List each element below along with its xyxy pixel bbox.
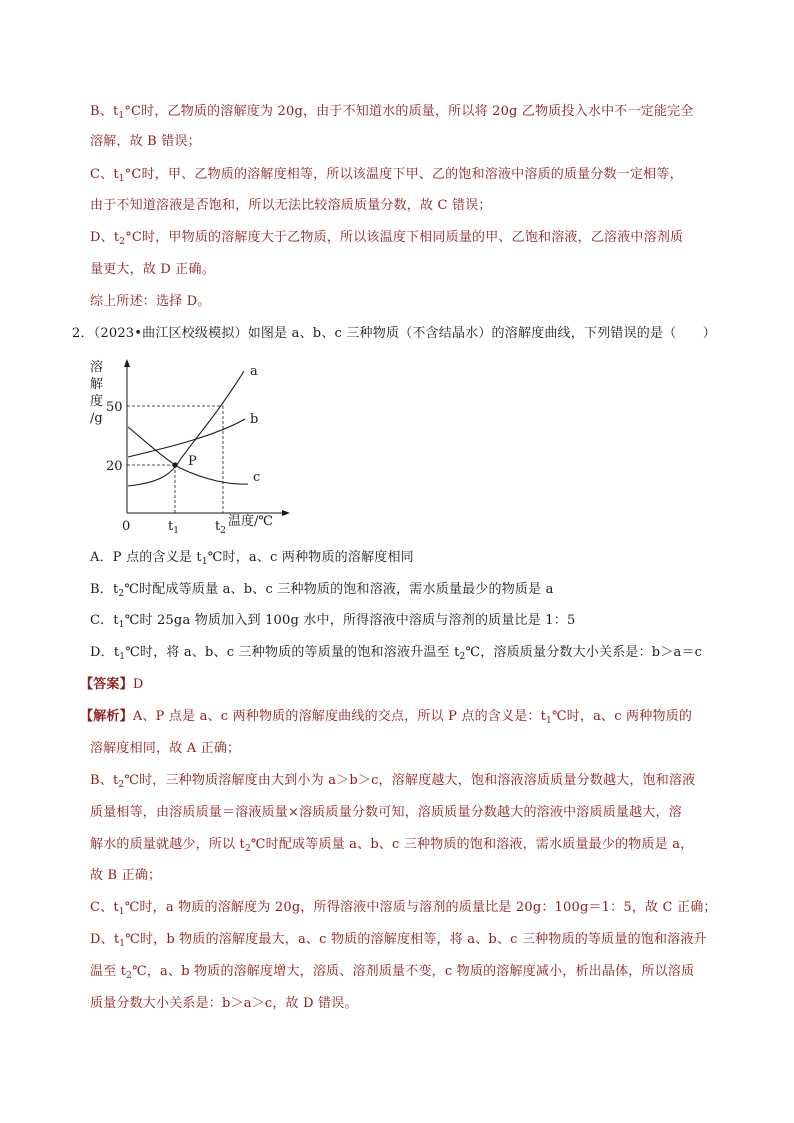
y-tick-20: 20 — [106, 459, 123, 474]
analysis-d-line1: D、$t_1℃$时，b 物质的溶解度最大，a、c 物质的溶解度相等，将 a、b、c 三种物质的等质量的饱和溶液升 — [90, 932, 707, 949]
y-axis-arrow — [124, 359, 130, 367]
answer-tag: 【答案】 — [80, 677, 133, 692]
prev-summary: 综上所述：选择 D。 — [90, 294, 211, 309]
analysis-b-line3: 解水的质量就越少，所以 $t_2℃$时配成等质量 a、b、c 三种物质的饱和溶液，需水质量最少的物质是 a， — [90, 837, 694, 854]
prev-explanation-c-line2: 由于不知道溶液是否饱和，所以无法比较溶质质量分数，故 C 错误； — [90, 198, 492, 213]
analysis-d-line3: 质量分数大小关系是：b＞a＞c，故 D 错误。 — [90, 996, 358, 1011]
analysis-c-line1: C、$t_1℃$时，a 物质的溶解度为 20g，所得溶液中溶质与溶剂的质量比是 20g：100g＝1：5，故 C 正确； — [90, 900, 717, 917]
analysis-b-line2: 质量相等，由溶质质量＝溶液质量×溶质质量分数可知，溶质质量分数越大的溶液中溶质质量越大，溶 — [90, 805, 682, 820]
answer-value: D — [132, 677, 144, 692]
y-tick-50: 50 — [106, 400, 123, 415]
question-2-stem: 2．（2023•曲江区校级模拟）如图是 a、b、c 三种物质（不含结晶水）的溶解度曲线，下列错误的是（ ） — [72, 326, 716, 341]
y-axis-label-4: /g — [90, 411, 103, 426]
x-tick-t1: $t_1$ — [168, 519, 179, 535]
analysis-a-line1: 【解析】A、P 点是 a、c 两种物质的溶解度曲线的交点，所以 P 点的含义是：$t_1℃$时，a、c 两种物质的 — [80, 709, 693, 726]
y-axis-label-2: 解 — [90, 377, 104, 392]
curve-b-label: b — [250, 412, 259, 427]
answer-line — [80, 676, 143, 694]
point-p — [172, 462, 177, 467]
prev-explanation-b-line2: 溶解，故 B 错误； — [90, 134, 201, 149]
analysis-b-line4: 故 B 正确； — [90, 868, 162, 883]
origin-label: 0 — [122, 519, 131, 534]
prev-explanation-d-line1: D、$t_2^\circ C$时，甲物质的溶解度大于乙物质，所以该温度下相同质量的甲、乙饱和溶液，乙溶液中溶剂质 — [90, 230, 684, 247]
prev-explanation-b-line1: B、$t_1^\circ C$时，乙物质的溶解度为 20g，由于不知道水的质量，所以将 20g 乙物质投入水中不一定能完全 — [90, 104, 694, 121]
analysis-a-line2: 溶解度相同，故 A 正确； — [90, 741, 241, 756]
x-axis-label: 温度/℃ — [228, 514, 273, 529]
curve-a-label: a — [250, 364, 258, 379]
option-a: A．P 点的含义是 $t_1℃$时，a、c 两种物质的溶解度相同 — [90, 550, 414, 567]
y-axis-label-3: 度 — [90, 394, 104, 409]
solubility-graph — [80, 355, 290, 535]
analysis-b-line1: B、$t_2℃$时，三种物质溶解度由大到小为 a＞b＞c，溶解度越大，饱和溶液溶质质量分数越大，饱和溶液 — [90, 773, 696, 790]
analysis-d-line2: 温至 $t_2℃$，a、b 物质的溶解度增大，溶质、溶剂质量不变，c 物质的溶解度减小，析出晶体，所以溶质 — [90, 964, 695, 981]
point-p-label: P — [188, 454, 197, 469]
prev-explanation-c-line1: C、$t_1^\circ C$时，甲、乙物质的溶解度相等，所以该温度下甲、乙的饱和溶液中溶质的质量分数一定相等， — [90, 167, 683, 184]
y-axis-label-1: 溶 — [90, 360, 104, 375]
x-tick-t2: $t_2$ — [215, 519, 226, 535]
prev-explanation-d-line2: 量更大，故 D 正确。 — [90, 262, 215, 277]
option-b: B．$t_2℃$时配成等质量 a、b、c 三种物质的饱和溶液，需水质量最少的物质是 a — [90, 582, 554, 599]
x-axis-arrow — [282, 510, 290, 516]
option-c: C．$t_1℃$时 25ga 物质加入到 100g 水中，所得溶液中溶质与溶剂的质量比是 1：5 — [90, 613, 576, 630]
curve-c-label: c — [253, 470, 261, 485]
option-d: D．$t_1℃$时，将 a、b、c 三种物质的等质量的饱和溶液升温至 $t_2℃$，溶质质量分数大小关系是：b＞a＝c — [90, 645, 703, 662]
